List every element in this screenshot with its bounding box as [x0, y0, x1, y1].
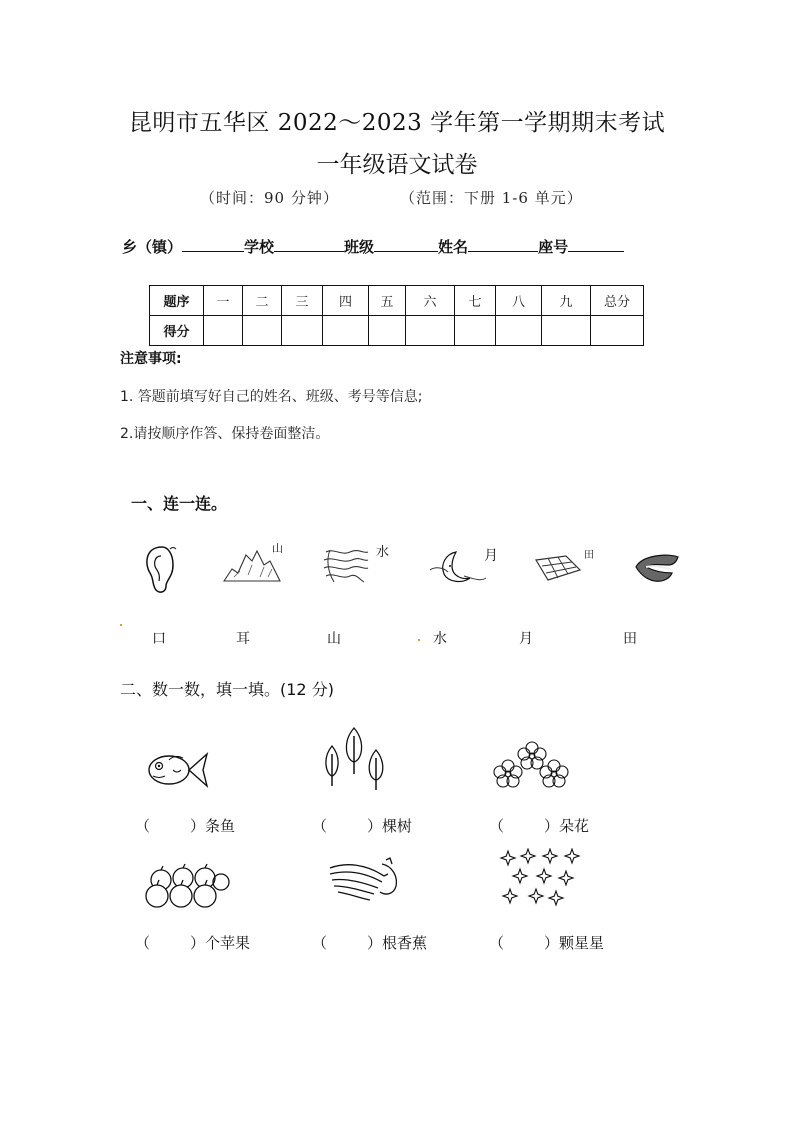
count-label: 朵花 — [559, 817, 590, 835]
stars-icon — [496, 848, 582, 908]
score-cell[interactable] — [542, 316, 591, 346]
info-label-class: 班级 — [344, 238, 375, 256]
col-header: 四 — [323, 286, 369, 316]
close-paren: ） — [544, 934, 560, 952]
count-label: 根香蕉 — [382, 934, 428, 952]
close-paren: ） — [367, 817, 383, 835]
flowers-icon — [492, 740, 572, 792]
close-paren: ） — [190, 817, 206, 835]
ear-icon — [140, 543, 180, 595]
bananas-icon — [326, 856, 402, 904]
score-table — [149, 285, 644, 346]
col-header-total: 总分 — [591, 286, 644, 316]
char-water[interactable]: 水 — [433, 631, 447, 647]
section1-title: 一、连一连。 — [131, 494, 228, 513]
col-header: 一 — [204, 286, 243, 316]
score-cell[interactable] — [323, 316, 369, 346]
char-mountain[interactable]: 山 — [327, 631, 341, 647]
count-apples[interactable] — [135, 932, 250, 953]
char-moon[interactable]: 月 — [519, 631, 533, 647]
char-field[interactable]: 田 — [623, 631, 637, 647]
open-paren: （ — [489, 817, 505, 835]
info-label-school: 学校 — [244, 238, 275, 256]
row-label-order: 题序 — [150, 286, 204, 316]
decor-dot — [120, 624, 122, 626]
fish-icon — [145, 748, 211, 790]
info-label-name: 姓名 — [438, 238, 469, 256]
class-blank[interactable] — [374, 237, 438, 252]
col-header: 六 — [406, 286, 455, 316]
score-cell[interactable] — [243, 316, 282, 346]
exam-title: 昆明市五华区 2022～2023 学年第一学期期末考试 — [128, 110, 666, 136]
col-header: 九 — [542, 286, 591, 316]
count-label: 个苹果 — [205, 934, 251, 952]
count-label: 棵树 — [382, 817, 413, 835]
exam-time: （时间：90 分钟） — [200, 189, 339, 207]
row-label-score: 得分 — [150, 316, 204, 346]
col-header: 七 — [455, 286, 496, 316]
score-table-header-row — [150, 286, 644, 316]
col-header: 三 — [282, 286, 323, 316]
open-paren: （ — [312, 934, 328, 952]
note-item: 1. 答题前填写好自己的姓名、班级、考号等信息; — [120, 389, 423, 405]
school-blank[interactable] — [274, 237, 344, 252]
info-label-seat: 座号 — [538, 238, 569, 256]
mouth-icon — [632, 551, 682, 589]
score-cell[interactable] — [282, 316, 323, 346]
score-cell[interactable] — [406, 316, 455, 346]
town-blank[interactable] — [182, 237, 244, 252]
exam-subtitle: 一年级语文试卷 — [316, 152, 478, 178]
col-header: 二 — [243, 286, 282, 316]
close-paren: ） — [367, 934, 383, 952]
score-cell[interactable] — [204, 316, 243, 346]
mountain-char: 山 — [272, 542, 283, 555]
count-label: 条鱼 — [205, 817, 236, 835]
col-header: 五 — [369, 286, 406, 316]
score-cell[interactable] — [455, 316, 496, 346]
count-bananas[interactable] — [312, 932, 427, 953]
decor-dot — [418, 639, 420, 641]
count-fish[interactable] — [135, 815, 235, 836]
open-paren: （ — [135, 817, 151, 835]
seat-blank[interactable] — [568, 237, 624, 252]
field-icon — [532, 552, 584, 584]
water-icon — [320, 546, 372, 588]
name-blank[interactable] — [468, 237, 538, 252]
field-char: 田 — [584, 550, 594, 561]
apples-icon — [143, 862, 231, 912]
score-cell[interactable] — [591, 316, 644, 346]
trees-icon — [320, 724, 392, 792]
exam-scope: （范围：下册 1-6 单元） — [400, 189, 583, 207]
water-char: 水 — [376, 545, 390, 560]
count-label: 颗星星 — [559, 934, 605, 952]
count-trees[interactable] — [312, 815, 412, 836]
notes-heading: 注意事项: — [120, 351, 182, 367]
count-stars[interactable] — [489, 932, 604, 953]
student-info-line — [122, 236, 624, 257]
info-label-town: 乡（镇） — [122, 238, 183, 256]
moon-char: 月 — [484, 548, 498, 564]
open-paren: （ — [489, 934, 505, 952]
count-flowers[interactable] — [489, 815, 589, 836]
score-cell[interactable] — [496, 316, 542, 346]
score-table-score-row — [150, 316, 644, 346]
char-ear[interactable]: 耳 — [236, 631, 250, 647]
char-mouth[interactable]: 口 — [152, 631, 166, 647]
open-paren: （ — [312, 817, 328, 835]
score-cell[interactable] — [369, 316, 406, 346]
close-paren: ） — [190, 934, 206, 952]
col-header: 八 — [496, 286, 542, 316]
section2-title: 二、数一数，填一填。(12 分) — [120, 680, 334, 699]
close-paren: ） — [544, 817, 560, 835]
note-item: 2.请按顺序作答、保持卷面整洁。 — [120, 426, 330, 442]
open-paren: （ — [135, 934, 151, 952]
moon-icon — [428, 548, 490, 588]
